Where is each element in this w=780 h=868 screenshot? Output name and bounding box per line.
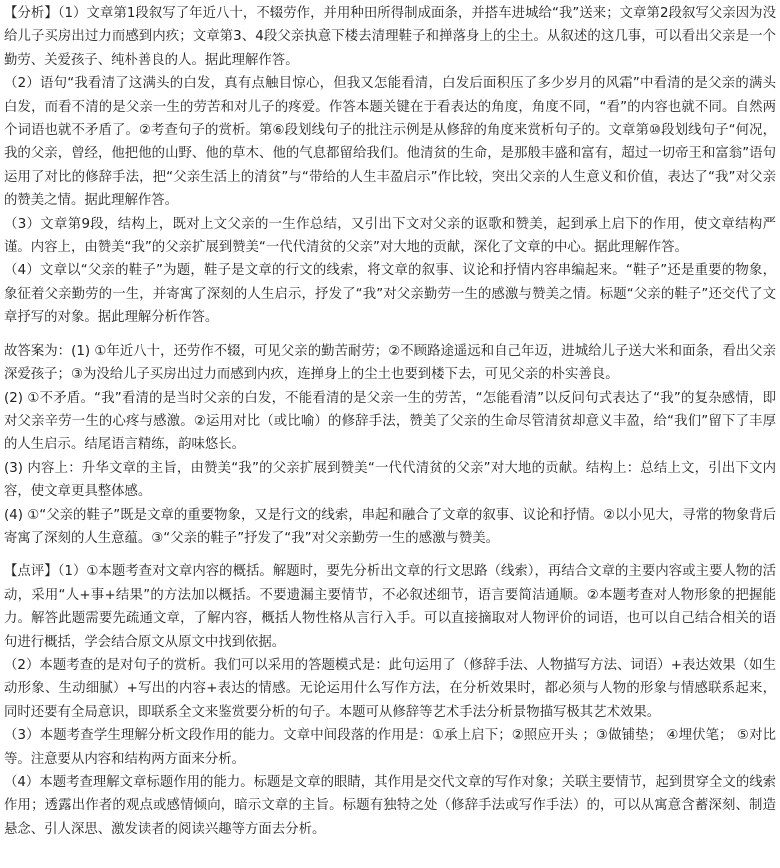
answer-paragraph-3: (3) 内容上：升华文章的主旨，由赞美“我”的父亲扩展到赞美“一代代清贫的父亲”对大地的贡献。结构上：总结上文，引出下文内容，使文章更具整体感。 — [4, 460, 776, 500]
answer-paragraph-1: 故答案为：(1) ①年近八十，还劳作不辍，可见父亲的勤苦耐劳；②不顾路途遥远和自己年迈，进城给儿子送大米和面条，看出父亲深爱孩子；③为没给儿子买房出过力而感到内疚，连掸身上的尘土也要到楼下去，可见父亲的朴实善良。 — [4, 343, 776, 383]
analysis-paragraph-2: （2）语句“我看清了这满头的白发，真有点触目惊心，但我又怎能看清，白发后面积压了多少岁月的风霜”中看清的是父亲的满头白发，而看不清的是父亲一生的劳苦和对儿子的疼爱。作答本题关键在于看表达的角度，角度不同，“看”的内容也就不同。自然两个词语也就不矛盾了。②考查句子的赏析。第⑥段划线句子的批注示例是从修辞的角度来赏析句子的。文章第⑩段划线句子“何况，我的父亲，曾经，他把他的山野、他的草木、他的气息都留给我们。他清贫的生命，是那般丰盛和富有，超过一切帝王和富翁”语句运用了对比的修辞手法，把“父亲生活上的清贫”与“带给的人生丰盈启示”作比较，突出父亲的人生意义和价值，表达了“我”对父亲的赞美之情。据此理解作答。 — [4, 76, 776, 209]
analysis-paragraph-4: （4）文章以“父亲的鞋子”为题，鞋子是文章的行文的线索，将文章的叙事、议论和抒情内容串编起来。“鞋子”还是重要的物象，象征着父亲勤劳的一生，并寄寓了深刻的人生启示，抒发了“我”对父亲勤劳一生的感激与赞美之情。标题“父亲的鞋子”还交代了文章抒写的对象。据此理解分析作答。 — [4, 263, 776, 326]
comment-tag: 【点评】 — [4, 564, 58, 580]
analysis-paragraph-1 — [4, 2, 776, 72]
comment-paragraph-1-text: （1）①本题考查对文章内容的概括。解题时，要先分析出文章的行文思路（线索），再结合文章的主要内容或主要人物的活动，采用“人+事+结果”的方法加以概括。不要遗漏主要情节，不必叙述细节，语言要简洁通顺。②本题考查对人物形象的把握能力。解答此题需要先疏通文章，了解内容，概括人物性格从言行入手。可以直接摘取对人物评价的词语，也可以自己结合相关的语句进行概括，学会结合原文从原文中找到依据。 — [4, 564, 777, 650]
analysis-paragraph-1-text: （1）文章第1段叙写了年近八十，不辍劳作，并用种田所得制成面条，并搭车进城给“我”送来；文章第2段叙写父亲因为没给儿子买房出过力而感到内疚；文章第3、4段父亲执意下楼去清理鞋子和掸落身上的尘土。从叙述的这几事，可以看出父亲是一个勤劳、关爱孩子、纯朴善良的人。据此理解作答。 — [4, 6, 777, 68]
comment-paragraph-1 — [4, 560, 776, 654]
comment-paragraph-3: （3）本题考查学生理解分析文段作用的能力。文章中间段落的作用是：①承上启下；②照应开头 ；③做铺垫； ④埋伏笔； ⑤对比等。注意要从内容和结构两方面来分析。 — [4, 728, 776, 767]
answer-paragraph-4: (4) ①“父亲的鞋子”既是文章的重要物象，又是行文的线索，串起和融合了文章的叙事、议论和抒情。②以小见大，寻常的物象背后寄寓了深刻的人生意蕴。③“父亲的鞋子”抒发了“我”对父亲勤劳一生的感激与赞美。 — [4, 507, 776, 546]
comment-paragraph-4: （4）本题考查理解文章标题作用的能力。标题是文章的眼睛，其作用是交代文章的写作对象；关联主要情节，起到贯穿全文的线索作用；透露出作者的观点或感情倾向，暗示文章的主旨。标题有独特之处（修辞手法或写作手法）的，可以从寓意含蓄深刻、制造悬念、引人深思、激发读者的阅读兴趣等方面去分析。 — [4, 775, 776, 837]
comment-section — [4, 560, 776, 841]
comment-paragraph-2: （2）本题考查的是对句子的赏析。我们可以采用的答题模式是：此句运用了（修辞手法、人物描写方法、词语）+表达效果（如生动形象、生动细腻）+写出的内容+表达的情感。无论运用什么写作方法，在分析效果时，都必须与人物的形象与情感联系起来，同时还要有全局意识，即联系全文来鉴赏要分析的句子。本题可从修辞等艺术手法分析景物描写极其艺术效果。 — [4, 657, 776, 720]
analysis-paragraph-3: （3）文章第9段，结构上，既对上文父亲的一生作总结，又引出下文对父亲的讴歌和赞美，起到承上启下的作用，使文章结构严谨。内容上，由赞美“我”的父亲扩展到赞美“一代代清贫的父亲”对大地的贡献，深化了文章的中心。据此理解作答。 — [4, 216, 776, 256]
analysis-tag: 【分析】 — [4, 6, 58, 21]
answer-paragraph-2: (2) ①不矛盾。“我”看清的是当时父亲的白发，不能看清的是父亲一生的劳苦，“怎能看清”以反问句式表达了“我”的复杂感情，即对父亲辛劳一生的心疼与感激。②运用对比（或比喻）的修辞手法，赞美了父亲的生命尽管清贫却意义丰盈，给“我们”留下了丰厚的人生启示。结尾语言精练，韵味悠长。 — [4, 390, 776, 453]
analysis-section — [4, 2, 776, 330]
answer-section — [4, 340, 776, 551]
